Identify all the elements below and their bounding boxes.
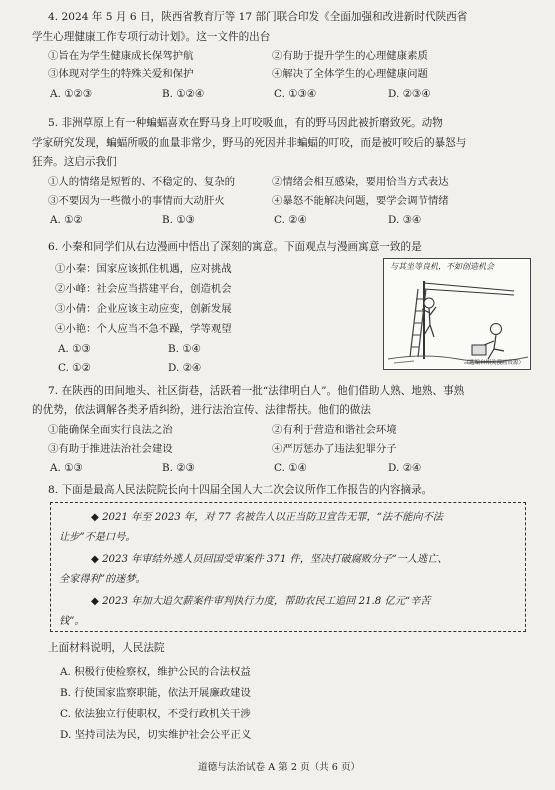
q4-statement-3: ③体现对学生的特殊关爱和保护 <box>48 68 194 80</box>
q4-stem-line2: 学生心理健康工作专项行动计划》。这一文件的出台 <box>32 31 271 43</box>
q5-statement-2: ②情绪会相互感染，要用恰当方式表达 <box>272 176 449 188</box>
page-footer: 道德与法治试卷 A 第 2 页（共 6 页） <box>198 762 361 773</box>
q4-stem-line1: 4. 2024 年 5 月 6 日，陕西省教育厅等 17 部门联合印发《全面加强和改进新时代陕西省 <box>48 11 468 23</box>
q4-statement-2: ②有助于提升学生的心理健康素质 <box>272 50 428 62</box>
q6-option-d[interactable]: D. ②④ <box>168 362 202 374</box>
q6-option-c[interactable]: C. ①② <box>58 362 91 374</box>
q7-statement-2: ②有利于营造和谐社会环境 <box>272 424 397 436</box>
q5-option-a[interactable]: A. ①② <box>50 214 83 226</box>
q5-stem-line1: 5. 非洲草原上有一种蝙蝠喜欢在野马身上叮咬吸血，有的野马因此被折磨致死。动物 <box>48 117 443 129</box>
q6-statement-3: ③小倩：企业应该主动应变，创新发展 <box>55 303 232 315</box>
comic-caption: 与其坐等良机，不如创造机会 <box>390 262 494 271</box>
q5-stem-line2: 学家研究发现，蝙蝠所吸的血量非常少，野马的死因并非蝙蝠的叮咬，而是被叮咬后的暴怒与 <box>32 137 467 149</box>
q8-option-d[interactable]: D. 坚持司法为民，切实维护社会公平正义 <box>60 729 252 741</box>
q6-statement-1: ①小秦：国家应该抓住机遇，应对挑战 <box>55 263 232 275</box>
q7-option-b[interactable]: B. ②③ <box>162 462 195 474</box>
q8-material-3-line1: ◆ 2023 年加大追欠薪案件审判执行力度，帮助农民工追回 21.8 亿元“辛苦 <box>91 596 431 607</box>
q4-statement-4: ④解决了全体学生的心理健康问题 <box>272 68 428 80</box>
q8-option-b[interactable]: B. 行使国家监察职能，依法开展廉政建设 <box>60 687 251 699</box>
comic-drawing <box>384 259 531 370</box>
q8-question: 上面材料说明，人民法院 <box>48 642 165 654</box>
q8-option-c[interactable]: C. 依法独立行使职权，不受行政机关干涉 <box>60 708 251 720</box>
q6-stem: 6. 小秦和同学们从右边漫画中悟出了深刻的寓意。下面观点与漫画寓意一致的是 <box>48 241 422 253</box>
q8-material-1-line2: 让步”不是口号。 <box>59 532 136 543</box>
q8-material-box <box>50 502 526 632</box>
q8-material-2-line2: 全家得利”的迷梦。 <box>59 574 146 585</box>
comic-illustration <box>383 258 531 370</box>
comic-source: （选编自相关漫画资源） <box>463 359 524 366</box>
q5-statement-3: ③不要因为一些微小的事情而大动肝火 <box>48 195 225 207</box>
q6-option-a[interactable]: A. ①③ <box>58 343 91 355</box>
q6-statement-2: ②小峰：社会应当搭建平台，创造机会 <box>55 283 232 295</box>
q5-statement-4: ④暴怒不能解决问题，要学会调节情绪 <box>272 195 449 207</box>
q7-statement-3: ③有助于推进法治社会建设 <box>48 443 173 455</box>
q4-option-a[interactable]: A. ①②③ <box>50 88 93 100</box>
q8-material-2-line1: ◆ 2023 年审结外逃人员回国受审案件 371 件，坚决打破腐败分子“一人逃亡、 <box>91 554 448 565</box>
q7-statement-1: ①能确保全面实行良法之治 <box>48 424 173 436</box>
q5-option-b[interactable]: B. ①③ <box>162 214 195 226</box>
q7-option-a[interactable]: A. ①③ <box>50 462 83 474</box>
q7-stem-line2: 的优势，依法调解各类矛盾纠纷，进行法治宣传、法律帮扶。他们的做法 <box>32 404 371 416</box>
q4-option-c[interactable]: C. ①③④ <box>274 88 317 100</box>
q7-statement-4: ④严厉惩办了违法犯罪分子 <box>272 443 397 455</box>
q4-statement-1: ①旨在为学生健康成长保驾护航 <box>48 50 194 62</box>
q5-option-c[interactable]: C. ②④ <box>274 214 307 226</box>
q5-statement-1: ①人的情绪是短暂的、不稳定的、复杂的 <box>48 176 236 188</box>
q8-material-1-line1: ◆ 2021 年至 2023 年，对 77 名被告人以正当防卫宣告无罪，“法不能向不法 <box>91 512 443 523</box>
q4-option-b[interactable]: B. ①②④ <box>162 88 205 100</box>
q8-option-a[interactable]: A. 积极行使检察权，维护公民的合法权益 <box>60 666 251 678</box>
q7-option-c[interactable]: C. ①④ <box>274 462 307 474</box>
q5-stem-line3: 狂奔。这启示我们 <box>32 156 117 168</box>
q8-stem: 8. 下面是最高人民法院院长向十四届全国人大二次会议所作工作报告的内容摘录。 <box>48 484 433 496</box>
q4-option-d[interactable]: D. ②③④ <box>388 88 431 100</box>
q7-option-d[interactable]: D. ②④ <box>388 462 422 474</box>
q6-option-b[interactable]: B. ①④ <box>168 343 201 355</box>
q8-material-3-line2: 钱”。 <box>59 616 85 627</box>
q6-statement-4: ④小艳：个人应当不急不躁，学等观望 <box>55 323 232 335</box>
q5-option-d[interactable]: D. ③④ <box>388 214 422 226</box>
q7-stem-line1: 7. 在陕西的田间地头、社区街巷，活跃着一批“法律明白人”。他们借助人熟、地熟、事熟 <box>48 385 465 397</box>
